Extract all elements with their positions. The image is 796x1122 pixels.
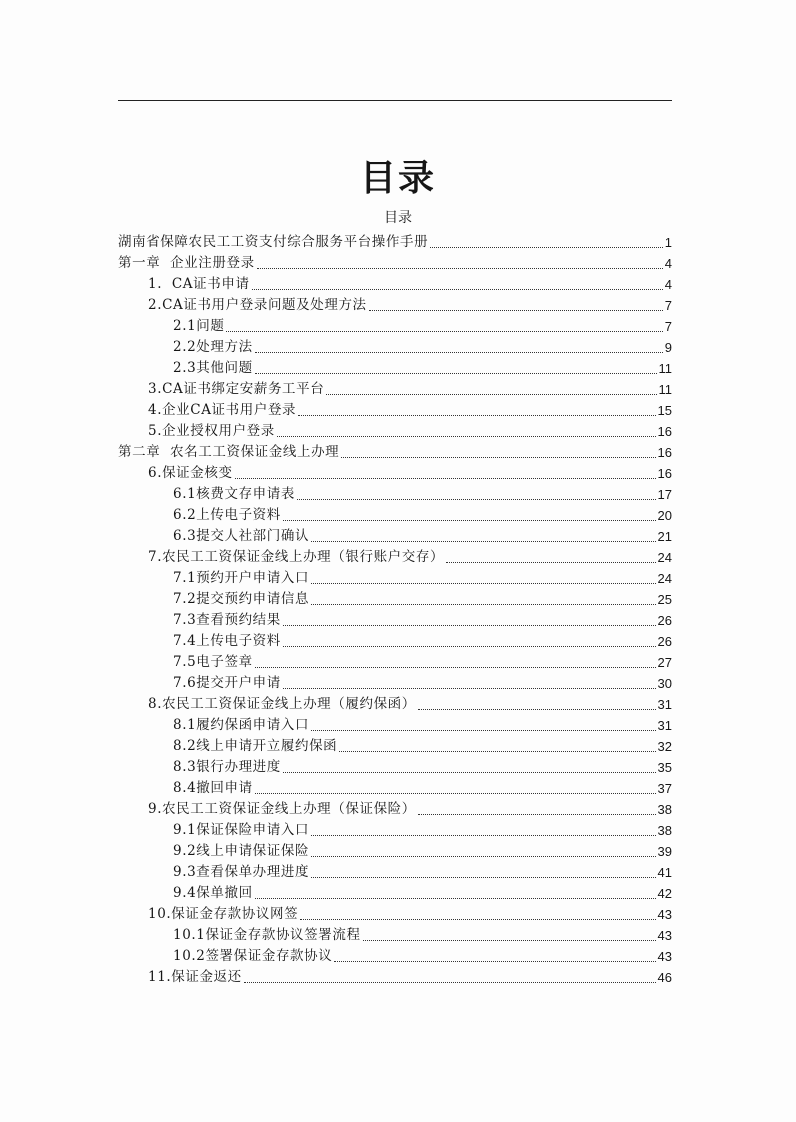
dot-leader — [255, 898, 656, 899]
dot-leader — [235, 478, 656, 479]
toc-entry-page-number: 25 — [657, 592, 672, 607]
toc-entry-page-number: 27 — [657, 655, 672, 670]
toc-entry-label: 10.2签署保证金存款协议 — [173, 948, 333, 964]
toc-entry-page-number: 38 — [657, 802, 672, 817]
toc-entry-page-number: 43 — [657, 928, 672, 943]
toc-entry-page-number: 11 — [658, 382, 672, 397]
toc-entry — [118, 967, 672, 988]
toc-entry-page-number: 24 — [657, 550, 672, 565]
toc-entry-label: 第一章 企业注册登录 — [118, 255, 255, 271]
toc-entry-label: 8.4撤回申请 — [173, 780, 253, 796]
toc-entry-label: 4.企业CA证书用户登录 — [148, 402, 297, 418]
toc-chapter-entry — [118, 442, 672, 463]
toc-entry — [118, 505, 672, 526]
toc-entry-label: 7.农民工工资保证金线上办理（银行账户交存） — [148, 549, 445, 565]
toc-entry — [118, 358, 672, 379]
toc-entry-label: 2.1问题 — [173, 318, 225, 334]
toc-entry-label: 7.5电子签章 — [173, 654, 253, 670]
toc-entry-label: 9.4保单撤回 — [173, 885, 253, 901]
dot-leader — [255, 352, 663, 353]
toc-entry-page-number: 26 — [657, 634, 672, 649]
toc-entry-page-number: 15 — [657, 403, 672, 418]
toc-entry — [118, 589, 672, 610]
toc-entry-label: 9.农民工工资保证金线上办理（保证保险） — [148, 801, 416, 817]
toc-entry-label: 6.1核费文存申请表 — [173, 486, 295, 502]
dot-leader — [311, 730, 655, 731]
toc-entry-page-number: 37 — [657, 781, 672, 796]
dot-leader — [446, 562, 655, 563]
toc-list — [118, 232, 672, 988]
toc-entry-label: 1. CA证书申请 — [148, 276, 250, 292]
toc-entry — [118, 421, 672, 442]
toc-entry-page-number: 31 — [657, 697, 672, 712]
toc-chapter-entry — [118, 253, 672, 274]
toc-entry — [118, 904, 672, 925]
toc-entry — [118, 715, 672, 736]
toc-entry-label: 2.3其他问题 — [173, 360, 253, 376]
header-rule — [118, 100, 672, 101]
page-title: 目录 — [359, 157, 436, 199]
toc-entry — [118, 673, 672, 694]
dot-leader — [430, 247, 663, 248]
toc-entry-page-number: 20 — [657, 508, 672, 523]
dot-leader — [326, 394, 656, 395]
toc-entry-page-number: 24 — [657, 571, 672, 586]
toc-entry-label: 2.CA证书用户登录问题及处理方法 — [148, 297, 367, 313]
dot-leader — [283, 520, 656, 521]
toc-entry-label: 6.2上传电子资料 — [173, 507, 281, 523]
toc-entry — [118, 610, 672, 631]
toc-entry-label: 5.企业授权用户登录 — [148, 423, 275, 439]
dot-leader — [300, 919, 655, 920]
dot-leader — [334, 961, 655, 962]
toc-entry-page-number: 4 — [664, 256, 672, 271]
dot-leader — [252, 289, 663, 290]
toc-entry — [118, 274, 672, 295]
toc-entry-page-number: 39 — [657, 844, 672, 859]
toc-entry — [118, 463, 672, 484]
toc-entry — [118, 883, 672, 904]
toc-entry-page-number: 35 — [657, 760, 672, 775]
toc-entry — [118, 484, 672, 505]
toc-entry — [118, 778, 672, 799]
toc-entry — [118, 820, 672, 841]
toc-entry-page-number: 41 — [657, 865, 672, 880]
toc-entry-label: 10.1保证金存款协议签署流程 — [173, 927, 361, 943]
dot-leader — [255, 793, 656, 794]
dot-leader — [363, 940, 656, 941]
toc-entry — [118, 946, 672, 967]
dot-leader — [257, 268, 663, 269]
toc-entry-label: 3.CA证书绑定安薪务工平台 — [148, 381, 325, 397]
toc-entry — [118, 316, 672, 337]
toc-entry-label: 8.农民工工资保证金线上办理（履约保函） — [148, 696, 416, 712]
dot-leader — [298, 415, 655, 416]
toc-entry-label: 7.3查看预约结果 — [173, 612, 281, 628]
toc-entry-page-number: 42 — [657, 886, 672, 901]
toc-entry-page-number: 17 — [657, 487, 672, 502]
toc-entry-label: 7.2提交预约申请信息 — [173, 591, 310, 607]
toc-entry-label: 第二章 农名工工资保证金线上办理 — [118, 444, 340, 460]
toc-entry-page-number: 16 — [657, 466, 672, 481]
dot-leader — [311, 583, 655, 584]
dot-leader — [226, 331, 662, 332]
toc-entry-label: 2.2处理方法 — [173, 339, 253, 355]
toc-entry-page-number: 30 — [657, 676, 672, 691]
dot-leader — [244, 982, 656, 983]
toc-entry — [118, 925, 672, 946]
dot-leader — [283, 772, 656, 773]
dot-leader — [311, 604, 655, 605]
toc-entry-label: 7.1预约开户申请入口 — [173, 570, 310, 586]
toc-entry-page-number: 26 — [657, 613, 672, 628]
dot-leader — [418, 709, 656, 710]
toc-chapter-entry — [118, 232, 672, 253]
toc-entry — [118, 400, 672, 421]
dot-leader — [297, 499, 656, 500]
toc-entry-label: 8.3银行办理进度 — [173, 759, 281, 775]
toc-entry — [118, 799, 672, 820]
toc-entry — [118, 547, 672, 568]
toc-entry — [118, 694, 672, 715]
dot-leader — [283, 625, 656, 626]
dot-leader — [339, 751, 655, 752]
toc-entry — [118, 295, 672, 316]
toc-entry-label: 8.1履约保函申请入口 — [173, 717, 310, 733]
toc-entry-page-number: 46 — [657, 970, 672, 985]
toc-entry-page-number: 38 — [657, 823, 672, 838]
toc-entry-page-number: 31 — [657, 718, 672, 733]
toc-entry-page-number: 21 — [657, 529, 672, 544]
toc-entry — [118, 736, 672, 757]
toc-entry-label: 10.保证金存款协议网签 — [148, 906, 299, 922]
toc-entry — [118, 631, 672, 652]
toc-entry-page-number: 43 — [657, 907, 672, 922]
toc-entry-label: 11.保证金返还 — [148, 969, 242, 985]
dot-leader — [311, 856, 655, 857]
dot-leader — [255, 667, 656, 668]
dot-leader — [311, 541, 655, 542]
toc-entry-page-number: 7 — [664, 298, 672, 313]
dot-leader — [341, 457, 655, 458]
toc-entry-page-number: 7 — [664, 319, 672, 334]
dot-leader — [311, 877, 655, 878]
toc-entry-label: 8.2线上申请开立履约保函 — [173, 738, 338, 754]
dot-leader — [283, 646, 656, 647]
toc-entry-page-number: 16 — [657, 424, 672, 439]
toc-entry — [118, 757, 672, 778]
toc-entry — [118, 862, 672, 883]
toc-entry-page-number: 1 — [664, 235, 672, 250]
dot-leader — [255, 373, 657, 374]
toc-entry-page-number: 9 — [664, 340, 672, 355]
dot-leader — [369, 310, 663, 311]
toc-entry-page-number: 32 — [657, 739, 672, 754]
toc-heading: 目录 — [384, 210, 412, 226]
toc-entry — [118, 652, 672, 673]
toc-entry-label: 9.2线上申请保证保险 — [173, 843, 310, 859]
toc-entry — [118, 841, 672, 862]
toc-entry-label: 9.3查看保单办理进度 — [173, 864, 310, 880]
toc-entry-label: 湖南省保障农民工工资支付综合服务平台操作手册 — [118, 234, 429, 250]
dot-leader — [418, 814, 656, 815]
toc-entry — [118, 526, 672, 547]
dot-leader — [277, 436, 656, 437]
toc-entry-page-number: 4 — [664, 277, 672, 292]
toc-entry-label: 6.保证金核变 — [148, 465, 233, 481]
toc-entry-label: 6.3提交人社部门确认 — [173, 528, 310, 544]
toc-entry — [118, 568, 672, 589]
toc-entry-label: 7.6提交开户申请 — [173, 675, 281, 691]
toc-entry — [118, 337, 672, 358]
dot-leader — [283, 688, 656, 689]
toc-entry-page-number: 16 — [657, 445, 672, 460]
toc-entry-label: 9.1保证保险申请入口 — [173, 822, 310, 838]
toc-entry-page-number: 11 — [658, 361, 672, 376]
dot-leader — [311, 835, 655, 836]
toc-entry-page-number: 43 — [657, 949, 672, 964]
toc-entry-label: 7.4上传电子资料 — [173, 633, 281, 649]
toc-entry — [118, 379, 672, 400]
